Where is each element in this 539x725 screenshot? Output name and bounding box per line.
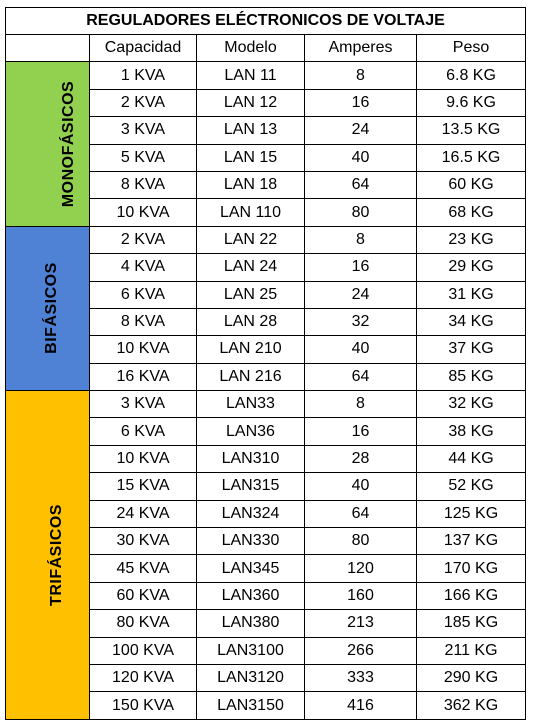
cell-amperes: 213	[305, 610, 417, 637]
cell-amperes: 80	[305, 528, 417, 555]
cell-amperes: 64	[305, 171, 417, 198]
cell-peso: 85 KG	[417, 363, 526, 390]
cell-capacidad: 15 KVA	[90, 473, 197, 500]
cell-amperes: 333	[305, 664, 417, 691]
cell-amperes: 40	[305, 473, 417, 500]
cell-peso: 68 KG	[417, 199, 526, 226]
title-row	[6, 8, 526, 35]
header-capacidad: Capacidad	[90, 35, 197, 62]
cell-peso: 34 KG	[417, 308, 526, 335]
cell-capacidad: 30 KVA	[90, 528, 197, 555]
cell-peso: 170 KG	[417, 555, 526, 582]
table-row	[6, 391, 526, 418]
cell-amperes: 24	[305, 117, 417, 144]
cell-modelo: LAN 210	[197, 336, 305, 363]
cell-amperes: 40	[305, 336, 417, 363]
cell-modelo: LAN3120	[197, 664, 305, 691]
cell-modelo: LAN36	[197, 418, 305, 445]
header-peso: Peso	[417, 35, 526, 62]
cell-capacidad: 4 KVA	[90, 254, 197, 281]
regulators-table	[5, 7, 526, 720]
cell-modelo: LAN 216	[197, 363, 305, 390]
header-modelo: Modelo	[197, 35, 305, 62]
group-label: TRIFÁSICOS	[47, 503, 65, 606]
cell-modelo: LAN 18	[197, 171, 305, 198]
cell-capacidad: 3 KVA	[90, 391, 197, 418]
cell-modelo: LAN33	[197, 391, 305, 418]
cell-capacidad: 6 KVA	[90, 281, 197, 308]
cell-peso: 16.5 KG	[417, 144, 526, 171]
cell-peso: 290 KG	[417, 664, 526, 691]
cell-capacidad: 45 KVA	[90, 555, 197, 582]
cell-modelo: LAN 110	[197, 199, 305, 226]
header-blank-cell	[6, 35, 90, 62]
cell-modelo: LAN310	[197, 445, 305, 472]
cell-peso: 211 KG	[417, 637, 526, 664]
table-row	[6, 226, 526, 253]
cell-modelo: LAN324	[197, 500, 305, 527]
cell-capacidad: 6 KVA	[90, 418, 197, 445]
group-label-cell	[6, 62, 90, 226]
cell-amperes: 16	[305, 254, 417, 281]
group-label-cell	[6, 226, 90, 390]
cell-capacidad: 10 KVA	[90, 445, 197, 472]
cell-modelo: LAN315	[197, 473, 305, 500]
cell-amperes: 80	[305, 199, 417, 226]
cell-amperes: 64	[305, 363, 417, 390]
cell-amperes: 24	[305, 281, 417, 308]
header-row	[6, 35, 526, 62]
header-amperes: Amperes	[305, 35, 417, 62]
cell-amperes: 40	[305, 144, 417, 171]
cell-peso: 362 KG	[417, 692, 526, 719]
cell-amperes: 8	[305, 391, 417, 418]
cell-modelo: LAN345	[197, 555, 305, 582]
cell-capacidad: 5 KVA	[90, 144, 197, 171]
cell-capacidad: 10 KVA	[90, 336, 197, 363]
cell-capacidad: 100 KVA	[90, 637, 197, 664]
cell-amperes: 28	[305, 445, 417, 472]
table-row	[6, 62, 526, 89]
group-label-cell	[6, 391, 90, 720]
cell-capacidad: 3 KVA	[90, 117, 197, 144]
cell-amperes: 120	[305, 555, 417, 582]
cell-modelo: LAN330	[197, 528, 305, 555]
cell-peso: 44 KG	[417, 445, 526, 472]
cell-capacidad: 16 KVA	[90, 363, 197, 390]
cell-peso: 13.5 KG	[417, 117, 526, 144]
cell-modelo: LAN 11	[197, 62, 305, 89]
cell-modelo: LAN 22	[197, 226, 305, 253]
cell-amperes: 160	[305, 582, 417, 609]
cell-capacidad: 24 KVA	[90, 500, 197, 527]
cell-peso: 166 KG	[417, 582, 526, 609]
cell-peso: 23 KG	[417, 226, 526, 253]
cell-modelo: LAN3150	[197, 692, 305, 719]
cell-amperes: 416	[305, 692, 417, 719]
cell-capacidad: 80 KVA	[90, 610, 197, 637]
cell-peso: 6.8 KG	[417, 62, 526, 89]
cell-amperes: 8	[305, 62, 417, 89]
cell-peso: 38 KG	[417, 418, 526, 445]
cell-capacidad: 1 KVA	[90, 62, 197, 89]
group-label: BIFÁSICOS	[42, 262, 60, 355]
cell-peso: 137 KG	[417, 528, 526, 555]
cell-modelo: LAN 28	[197, 308, 305, 335]
cell-modelo: LAN 13	[197, 117, 305, 144]
group-label: MONOFÁSICOS	[60, 80, 78, 208]
cell-modelo: LAN 15	[197, 144, 305, 171]
cell-peso: 185 KG	[417, 610, 526, 637]
cell-amperes: 16	[305, 89, 417, 116]
cell-peso: 60 KG	[417, 171, 526, 198]
cell-peso: 9.6 KG	[417, 89, 526, 116]
cell-peso: 125 KG	[417, 500, 526, 527]
cell-capacidad: 150 KVA	[90, 692, 197, 719]
cell-peso: 52 KG	[417, 473, 526, 500]
cell-modelo: LAN 25	[197, 281, 305, 308]
cell-peso: 29 KG	[417, 254, 526, 281]
cell-capacidad: 60 KVA	[90, 582, 197, 609]
cell-amperes: 266	[305, 637, 417, 664]
cell-capacidad: 8 KVA	[90, 308, 197, 335]
cell-modelo: LAN360	[197, 582, 305, 609]
table-body	[6, 62, 526, 719]
cell-capacidad: 120 KVA	[90, 664, 197, 691]
cell-amperes: 64	[305, 500, 417, 527]
cell-modelo: LAN 24	[197, 254, 305, 281]
regulators-table-container	[5, 7, 526, 720]
cell-capacidad: 2 KVA	[90, 226, 197, 253]
table-title: REGULADORES ELÉCTRONICOS DE VOLTAJE	[6, 8, 526, 35]
cell-peso: 31 KG	[417, 281, 526, 308]
cell-peso: 32 KG	[417, 391, 526, 418]
cell-modelo: LAN380	[197, 610, 305, 637]
cell-peso: 37 KG	[417, 336, 526, 363]
cell-amperes: 16	[305, 418, 417, 445]
cell-capacidad: 10 KVA	[90, 199, 197, 226]
cell-capacidad: 8 KVA	[90, 171, 197, 198]
cell-modelo: LAN3100	[197, 637, 305, 664]
cell-capacidad: 2 KVA	[90, 89, 197, 116]
cell-amperes: 32	[305, 308, 417, 335]
cell-amperes: 8	[305, 226, 417, 253]
cell-modelo: LAN 12	[197, 89, 305, 116]
